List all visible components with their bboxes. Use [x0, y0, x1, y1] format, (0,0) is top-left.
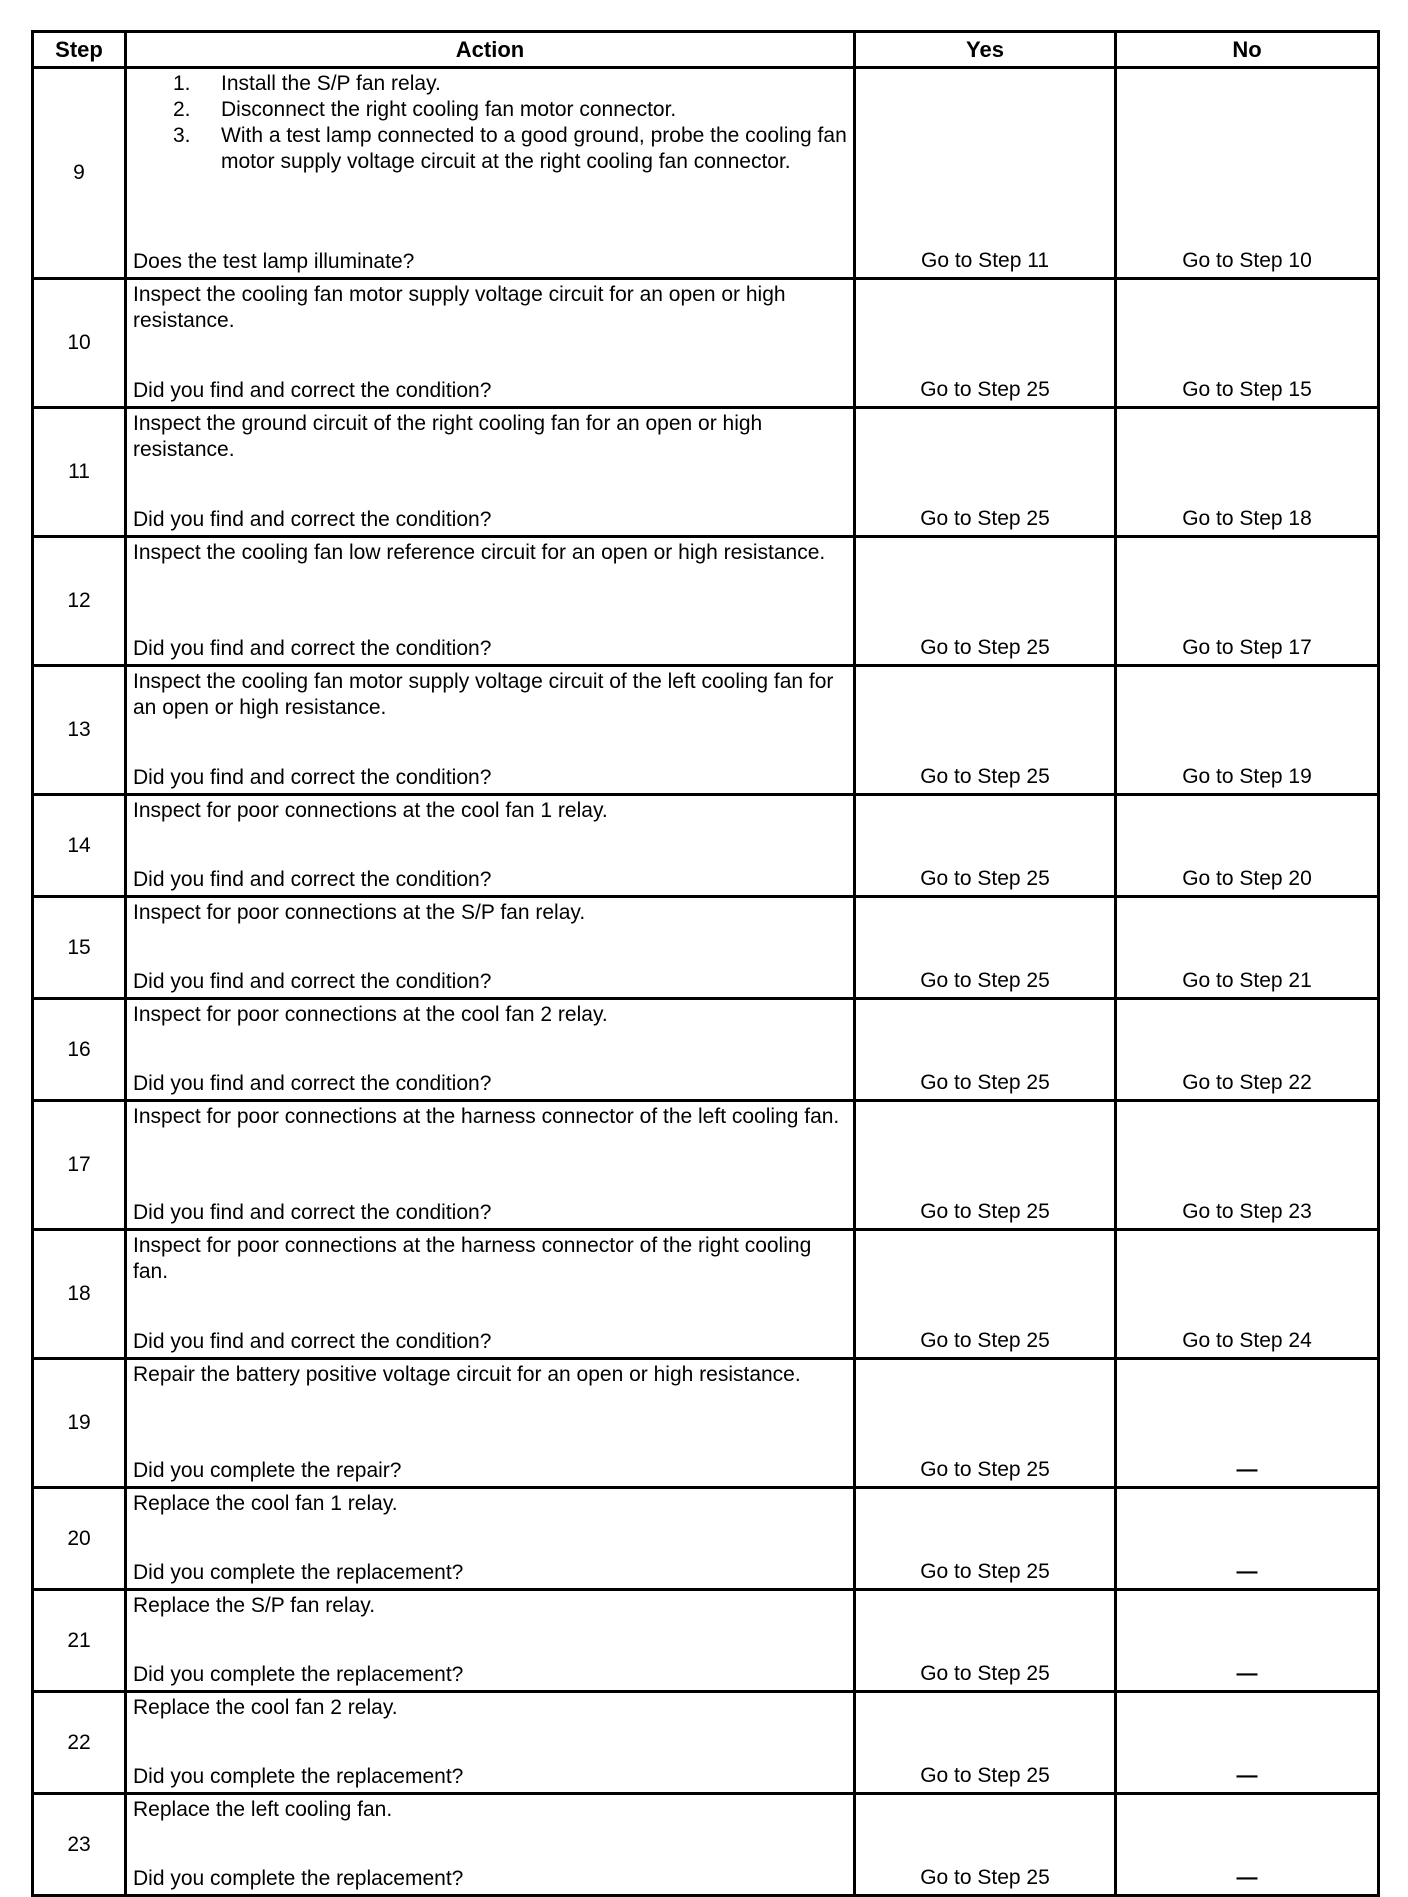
- no-result: —: [1116, 1692, 1379, 1794]
- step-number: 11: [33, 408, 126, 537]
- no-result: Go to Step 20: [1116, 795, 1379, 897]
- no-result: Go to Step 18: [1116, 408, 1379, 537]
- no-result: Go to Step 21: [1116, 897, 1379, 999]
- table-row: [33, 537, 1379, 666]
- substep: 3. With a test lamp connected to a good ground, probe the cooling fan motor supply voltage circuit at the right cooling fan connector.: [173, 124, 847, 173]
- yes-result: Go to Step 25: [855, 1101, 1116, 1230]
- instruction-text: Inspect the cooling fan motor supply voltage circuit of the left cooling fan for an open or high resistance.: [133, 670, 834, 719]
- question-text: Did you complete the repair?: [133, 1459, 402, 1482]
- step-number: 15: [33, 897, 126, 999]
- step-number: 16: [33, 999, 126, 1101]
- question-text: Did you complete the replacement?: [133, 1663, 464, 1686]
- question-text: Did you complete the replacement?: [133, 1561, 464, 1584]
- step-number: 14: [33, 795, 126, 897]
- yes-result: Go to Step 25: [855, 666, 1116, 795]
- action-cell: [126, 1230, 855, 1359]
- no-result: Go to Step 10: [1116, 68, 1379, 279]
- instruction-text: Inspect for poor connections at the cool fan 2 relay.: [133, 1003, 608, 1026]
- no-result: Go to Step 19: [1116, 666, 1379, 795]
- action-cell: [126, 1488, 855, 1590]
- step-number: 9: [33, 68, 126, 279]
- substep: 1. Install the S/P fan relay.: [173, 72, 441, 95]
- table-row: [33, 68, 1379, 279]
- yes-result: Go to Step 25: [855, 408, 1116, 537]
- yes-result: Go to Step 11: [855, 68, 1116, 279]
- step-number: 13: [33, 666, 126, 795]
- step-number: 19: [33, 1359, 126, 1488]
- action-cell: [126, 795, 855, 897]
- table-row: [33, 1794, 1379, 1896]
- question-text: Did you find and correct the condition?: [133, 1201, 492, 1224]
- action-cell: [126, 1359, 855, 1488]
- table-row: [33, 666, 1379, 795]
- yes-result: Go to Step 25: [855, 897, 1116, 999]
- table-row: [33, 279, 1379, 408]
- header-yes: Yes: [855, 32, 1116, 68]
- yes-result: Go to Step 25: [855, 1692, 1116, 1794]
- question-text: Does the test lamp illuminate?: [133, 250, 415, 273]
- table-row: [33, 999, 1379, 1101]
- no-result: —: [1116, 1488, 1379, 1590]
- action-cell: [126, 1692, 855, 1794]
- table-row: [33, 1101, 1379, 1230]
- action-cell: [126, 537, 855, 666]
- question-text: Did you find and correct the condition?: [133, 508, 492, 531]
- instruction-text: Inspect for poor connections at the cool fan 1 relay.: [133, 799, 608, 822]
- instruction-text: Replace the cool fan 1 relay.: [133, 1492, 398, 1515]
- no-result: Go to Step 23: [1116, 1101, 1379, 1230]
- no-result: Go to Step 17: [1116, 537, 1379, 666]
- yes-result: Go to Step 25: [855, 279, 1116, 408]
- question-text: Did you find and correct the condition?: [133, 379, 492, 402]
- action-cell: [126, 1794, 855, 1896]
- yes-result: Go to Step 25: [855, 1488, 1116, 1590]
- table-row: [33, 1590, 1379, 1692]
- no-result: Go to Step 24: [1116, 1230, 1379, 1359]
- substep-list: [133, 71, 847, 175]
- instruction-text: Repair the battery positive voltage circuit for an open or high resistance.: [133, 1363, 801, 1386]
- instruction-text: Inspect for poor connections at the harness connector of the right cooling fan.: [133, 1234, 812, 1283]
- header-action: Action: [126, 32, 855, 68]
- yes-result: Go to Step 25: [855, 999, 1116, 1101]
- step-number: 17: [33, 1101, 126, 1230]
- table-row: [33, 1230, 1379, 1359]
- header-row: [33, 32, 1379, 68]
- question-text: Did you find and correct the condition?: [133, 868, 492, 891]
- yes-result: Go to Step 25: [855, 795, 1116, 897]
- action-cell: [126, 408, 855, 537]
- table-row: [33, 1692, 1379, 1794]
- action-cell: [126, 666, 855, 795]
- instruction-text: Replace the S/P fan relay.: [133, 1594, 376, 1617]
- header-no: No: [1116, 32, 1379, 68]
- action-cell: [126, 1101, 855, 1230]
- instruction-text: Inspect the cooling fan motor supply voltage circuit for an open or high resistance.: [133, 283, 786, 332]
- action-cell: [126, 1590, 855, 1692]
- table-row: [33, 408, 1379, 537]
- no-result: Go to Step 15: [1116, 279, 1379, 408]
- yes-result: Go to Step 25: [855, 1590, 1116, 1692]
- diagnostic-table: [31, 30, 1380, 1897]
- question-text: Did you complete the replacement?: [133, 1765, 464, 1788]
- header-step: Step: [33, 32, 126, 68]
- no-result: —: [1116, 1794, 1379, 1896]
- table-row: [33, 795, 1379, 897]
- step-number: 20: [33, 1488, 126, 1590]
- no-result: Go to Step 22: [1116, 999, 1379, 1101]
- action-cell: [126, 279, 855, 408]
- question-text: Did you find and correct the condition?: [133, 970, 492, 993]
- yes-result: Go to Step 25: [855, 1794, 1116, 1896]
- instruction-text: Inspect for poor connections at the S/P fan relay.: [133, 901, 586, 924]
- table-row: [33, 1488, 1379, 1590]
- yes-result: Go to Step 25: [855, 1359, 1116, 1488]
- instruction-text: Inspect the cooling fan low reference circuit for an open or high resistance.: [133, 541, 826, 564]
- question-text: Did you find and correct the condition?: [133, 1072, 492, 1095]
- yes-result: Go to Step 25: [855, 537, 1116, 666]
- step-number: 12: [33, 537, 126, 666]
- step-number: 21: [33, 1590, 126, 1692]
- no-result: —: [1116, 1359, 1379, 1488]
- action-cell: [126, 897, 855, 999]
- question-text: Did you find and correct the condition?: [133, 766, 492, 789]
- instruction-text: Inspect the ground circuit of the right cooling fan for an open or high resistance.: [133, 412, 763, 461]
- question-text: Did you find and correct the condition?: [133, 1330, 492, 1353]
- action-cell: [126, 999, 855, 1101]
- step-number: 18: [33, 1230, 126, 1359]
- instruction-text: Inspect for poor connections at the harness connector of the left cooling fan.: [133, 1105, 840, 1128]
- substep: 2. Disconnect the right cooling fan motor connector.: [173, 98, 677, 121]
- instruction-text: Replace the cool fan 2 relay.: [133, 1696, 398, 1719]
- question-text: Did you find and correct the condition?: [133, 637, 492, 660]
- step-number: 10: [33, 279, 126, 408]
- action-cell: [126, 68, 855, 279]
- step-number: 22: [33, 1692, 126, 1794]
- table-row: [33, 1359, 1379, 1488]
- step-number: 23: [33, 1794, 126, 1896]
- instruction-text: Replace the left cooling fan.: [133, 1798, 393, 1821]
- question-text: Did you complete the replacement?: [133, 1867, 464, 1890]
- no-result: —: [1116, 1590, 1379, 1692]
- yes-result: Go to Step 25: [855, 1230, 1116, 1359]
- table-row: [33, 897, 1379, 999]
